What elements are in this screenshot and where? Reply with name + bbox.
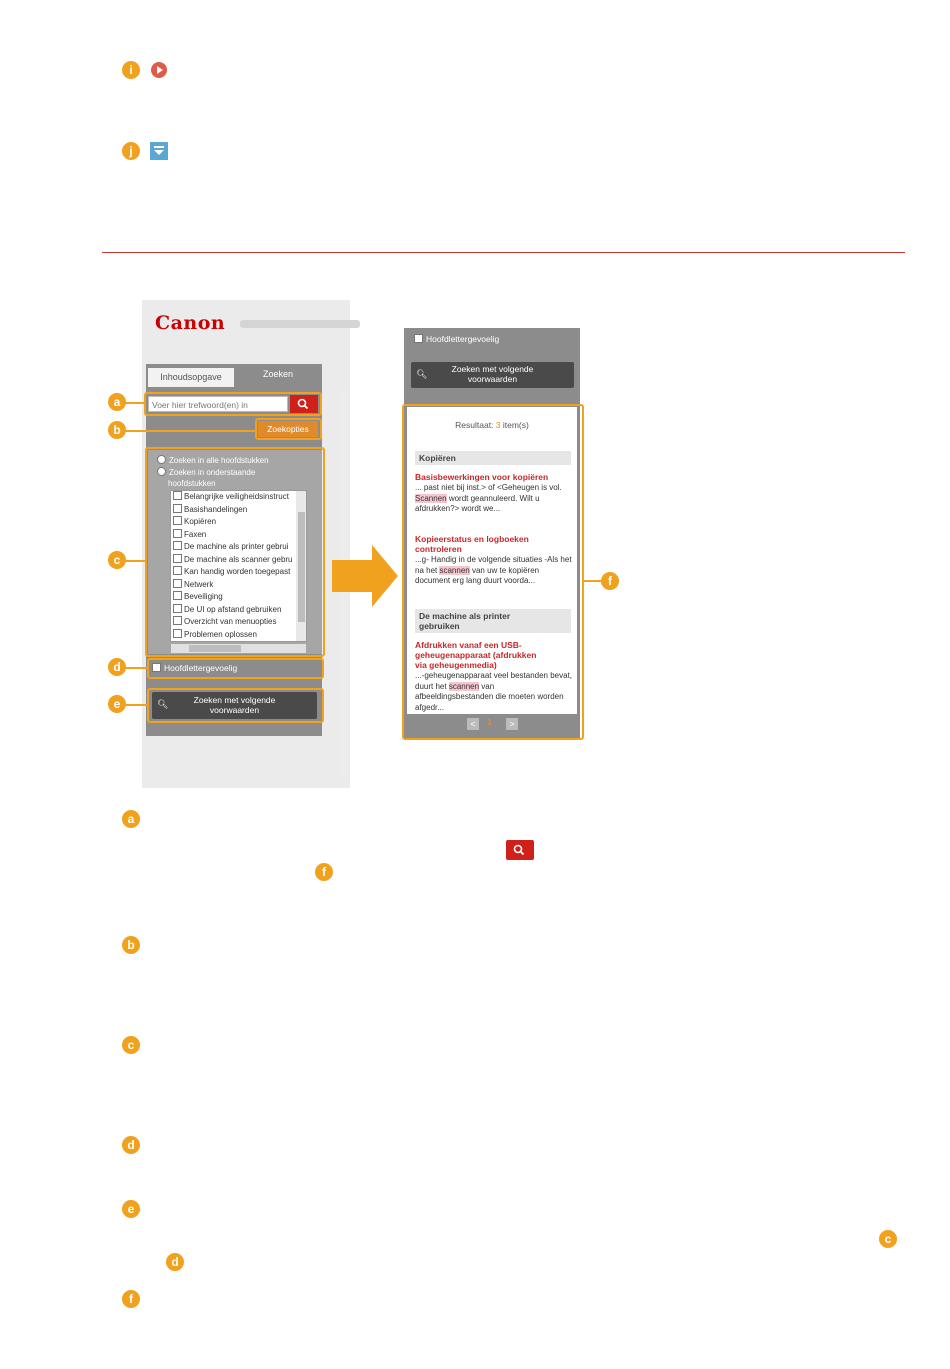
callout-frame-f: [402, 404, 584, 740]
callout-frame-a: [144, 392, 322, 416]
search-with-conditions-button[interactable]: 🔍︎ Zoeken met volgende voorwaarden: [152, 692, 317, 719]
leader-line-a: [125, 402, 145, 404]
result-snippet: ...-geheugenapparaat veel bestanden bevat, duurt het scannen van afbeeldingsbestanden die moeten worden afgedr...: [415, 671, 573, 712]
chapter-item[interactable]: Belangrijke veiligheidsinstruct: [171, 491, 306, 504]
chapter-item[interactable]: Faxen: [171, 529, 306, 542]
badge-f-inline: f: [315, 863, 333, 881]
search-options-button[interactable]: Zoekopties: [258, 421, 318, 437]
chapter-item[interactable]: De UI op afstand gebruiken: [171, 604, 306, 617]
blurred-title: [240, 320, 360, 328]
badge-b: b: [108, 421, 126, 439]
badge-a-desc: a: [122, 810, 140, 828]
leader-line-d: [125, 667, 148, 669]
chapter-item[interactable]: Netwerk: [171, 579, 306, 592]
leader-line-c: [125, 560, 146, 562]
badge-c-inline: c: [879, 1230, 897, 1248]
leader-line-b: [125, 430, 256, 432]
badge-c-desc: c: [122, 1036, 140, 1054]
leader-line-f: [583, 580, 603, 582]
badge-d-desc: d: [122, 1136, 140, 1154]
search-icon: [506, 840, 534, 860]
chapter-item[interactable]: De machine als printer gebrui: [171, 541, 306, 554]
badge-d-inline: d: [166, 1253, 184, 1271]
badge-d: d: [108, 658, 126, 676]
prev-page-button[interactable]: <: [467, 718, 479, 730]
callout-frame-c: [145, 447, 325, 657]
badge-e: e: [108, 695, 126, 713]
current-page[interactable]: 1: [487, 717, 493, 727]
callout-frame-e: [147, 688, 324, 723]
callout-frame-b: [255, 418, 322, 440]
result-section-heading: De machine als printer gebruiken: [415, 609, 571, 633]
callout-frame-d: [147, 658, 324, 679]
chapter-item[interactable]: Problemen oplossen: [171, 629, 306, 642]
radio-selected-chapters-label: hoofdstukken: [168, 479, 216, 488]
radio-selected-chapters[interactable]: Zoeken in onderstaande: [157, 467, 255, 478]
tab-contents[interactable]: Inhoudsopgave: [148, 368, 234, 387]
case-sensitive-checkbox[interactable]: Hoofdlettergevoelig: [152, 661, 320, 676]
search-icon: 🔍︎: [416, 369, 428, 379]
tab-search[interactable]: Zoeken: [236, 364, 320, 387]
keyword-input[interactable]: Voer hier trefwoord(en) in: [148, 396, 288, 412]
result-count: Resultaat: 3 item(s): [455, 420, 529, 430]
radio-all-chapters[interactable]: Zoeken in alle hoofdstukken: [157, 455, 269, 466]
result-snippet: ...g- Handig in de volgende situaties -Als het na het scannen van uw te kopiëren document erg lang duurt voorda...: [415, 555, 572, 585]
badge-f-right: f: [601, 572, 619, 590]
badge-i: i: [122, 61, 140, 79]
chapter-item[interactable]: Kan handig worden toegepast: [171, 566, 306, 579]
badge-j: j: [122, 142, 140, 160]
badge-f-desc: f: [122, 1290, 140, 1308]
collapse-icon: [150, 142, 168, 160]
chapter-item[interactable]: Kopiëren: [171, 516, 306, 529]
right-arrow-icon: [332, 545, 398, 607]
search-icon: 🔍︎: [157, 699, 169, 709]
result-section-heading: Kopiëren: [415, 451, 571, 465]
result-title-link[interactable]: Afdrukken vanaf een USB- geheugenapparaat (afdrukken via geheugenmedia): [415, 640, 537, 670]
section-divider: [102, 252, 905, 253]
case-sensitive-checkbox-right[interactable]: Hoofdlettergevoelig: [414, 334, 499, 344]
result-title-link[interactable]: Basisbewerkingen voor kopiëren: [415, 472, 549, 482]
chapter-item[interactable]: Basishandelingen: [171, 504, 306, 517]
badge-b-desc: b: [122, 936, 140, 954]
next-page-button[interactable]: >: [506, 718, 518, 730]
chapter-item[interactable]: De machine als scanner gebru: [171, 554, 306, 567]
leader-line-e: [125, 704, 148, 706]
play-icon: [150, 61, 168, 79]
badge-a: a: [108, 393, 126, 411]
badge-c: c: [108, 551, 126, 569]
search-with-conditions-button-right[interactable]: 🔍︎ Zoeken met volgende voorwaarden: [411, 362, 574, 388]
chapter-item[interactable]: Beveiliging: [171, 591, 306, 604]
result-title-link[interactable]: Kopieerstatus en logboeken controleren: [415, 534, 529, 554]
badge-e-desc: e: [122, 1200, 140, 1218]
result-snippet: ... past niet bij inst.> of <Geheugen is vol. Scannen wordt geannuleerd. Wilt u afdrukken?> wordt we...: [415, 483, 562, 513]
search-button-inline: [506, 840, 534, 860]
chapter-item[interactable]: Overzicht van menuopties: [171, 616, 306, 629]
canon-logo: Canon: [155, 312, 226, 334]
